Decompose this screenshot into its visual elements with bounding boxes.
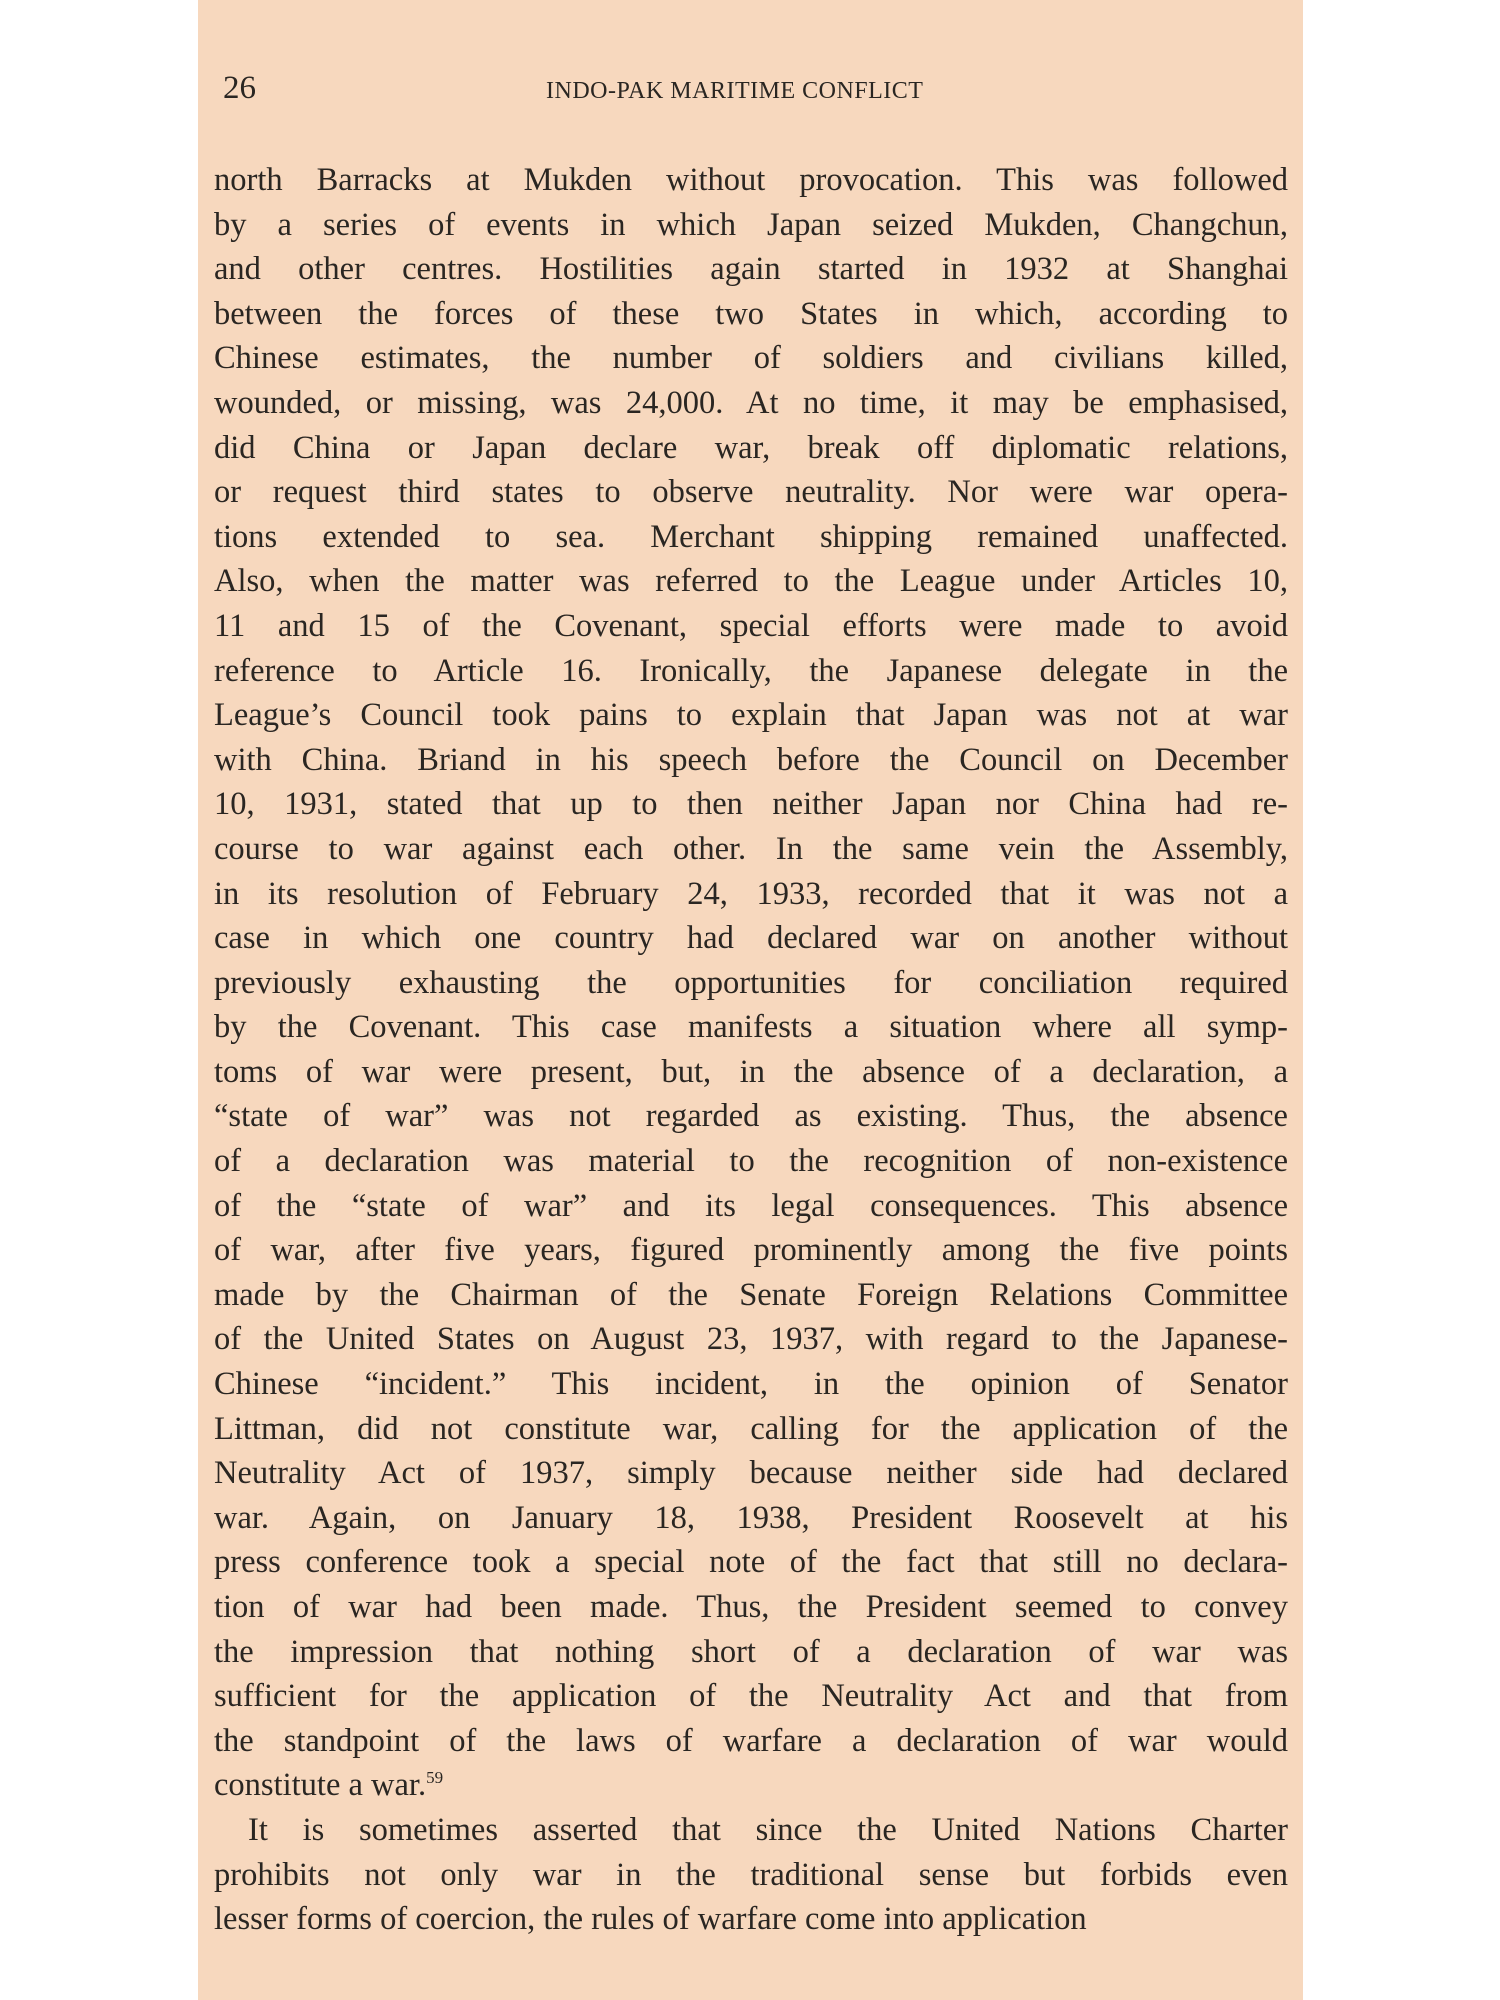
text-line-content: wounded, or missing, was 24,000. At no time, it may be emphasised, [214,384,1288,421]
text-line [214,1763,1288,1808]
text-line-content: of the “state of war” and its legal consequences. This absence [214,1187,1288,1224]
text-line [214,292,1288,337]
text-line-content: north Barracks at Mukden without provocation. This was followed [214,162,1288,198]
text-line-content: sufficient for the application of the Neutrality Act and that from [214,1678,1288,1715]
text-line [214,336,1288,381]
text-line-content: Neutrality Act of 1937, simply because neither side had declared [214,1455,1288,1492]
text-line [214,738,1288,783]
text-line [214,247,1288,292]
book-page [198,0,1303,2000]
text-line [214,782,1288,827]
text-line-content: course to war against each other. In the same vein the Assembly, [214,830,1288,867]
text-line-content: 10, 1931, stated that up to then neither Japan nor China had re- [214,786,1288,823]
text-line-content: Littman, did not constitute war, calling for the application of the [214,1410,1288,1447]
text-line-content: by the Covenant. This case manifests a situation where all symp- [214,1009,1288,1046]
body-text [214,158,1288,1942]
running-head [198,66,1303,110]
text-line-content: toms of war were present, but, in the absence of a declaration, a [214,1053,1288,1090]
text-line-content: did China or Japan declare war, break off diplomatic relations, [214,429,1288,466]
text-line [214,961,1288,1006]
text-line-content: 11 and 15 of the Covenant, special efforts were made to avoid [214,607,1288,644]
text-line [214,158,1288,203]
text-line-content: in its resolution of February 24, 1933, recorded that it was not a [214,875,1288,912]
text-line-content: Chinese “incident.” This incident, in the opinion of Senator [214,1366,1288,1403]
page-number: 26 [223,70,256,106]
text-line-content: prohibits not only war in the traditional sense but forbids even [214,1856,1288,1893]
text-line [214,1050,1288,1095]
text-line [214,827,1288,872]
text-line-content: war. Again, on January 18, 1938, President Roosevelt at his [214,1499,1288,1536]
text-line-content: Chinese estimates, the number of soldiers and civilians killed, [214,340,1288,377]
text-line [214,1273,1288,1318]
text-line-content: or request third states to observe neutrality. Nor were war opera- [214,474,1288,511]
text-line-content: press conference took a special note of the fact that still no declara- [214,1544,1288,1581]
paragraph [214,1808,1288,1942]
text-line [214,693,1288,738]
running-head-title: INDO-PAK MARITIME CONFLICT [546,78,924,104]
text-line-content: between the forces of these two States in which, according to [214,295,1288,332]
text-line-content: tions extended to sea. Merchant shipping remained unaffected. [214,518,1288,555]
text-line-content: tion of war had been made. Thus, the President seemed to convey [214,1589,1288,1625]
paragraph [214,158,1288,1808]
text-line-content: “state of war” was not regarded as existing. Thus, the absence [214,1098,1288,1135]
text-line-content: of the United States on August 23, 1937, with regard to the Japanese- [214,1321,1288,1358]
text-line [214,559,1288,604]
text-line-content: Also, when the matter was referred to the League under Articles 10, [214,563,1288,600]
text-line [214,1094,1288,1139]
text-line-content: of war, after five years, figured prominently among the five points [214,1232,1288,1269]
text-line-content: League’s Council took pains to explain that Japan was not at war [214,697,1288,734]
text-line [214,1139,1288,1184]
footnote-reference: 59 [426,1768,444,1788]
text-line [214,1228,1288,1273]
text-line [214,515,1288,560]
text-line-content: by a series of events in which Japan seized Mukden, Changchun, [214,206,1288,243]
text-line [214,1585,1288,1630]
text-line [214,1184,1288,1229]
text-line [214,1630,1288,1675]
text-line-content: It is sometimes asserted that since the United Nations Charter [248,1811,1288,1848]
text-line-content: lesser forms of coercion, the rules of warfare come into application [214,1901,1087,1938]
text-line [214,916,1288,961]
text-line [214,1540,1288,1585]
text-line [214,1407,1288,1452]
text-line-content: reference to Article 16. Ironically, the Japanese delegate in the [214,652,1288,689]
text-line-content: with China. Briand in his speech before the Council on December [214,741,1288,778]
text-line [214,1897,1288,1942]
text-line-content: constitute a war. [214,1767,427,1804]
text-line [214,426,1288,471]
text-line [214,604,1288,649]
text-line [214,203,1288,248]
text-line [214,1496,1288,1541]
text-line-content: of a declaration was material to the recognition of non-existence [214,1143,1288,1180]
text-line [214,1451,1288,1496]
text-line-content: and other centres. Hostilities again started in 1932 at Shanghai [214,251,1288,288]
text-line [214,1853,1288,1898]
text-line-content: the impression that nothing short of a declaration of war was [214,1633,1288,1670]
text-line [214,1674,1288,1719]
text-line [214,1362,1288,1407]
text-line [214,381,1288,426]
text-line [214,1005,1288,1050]
text-line-content: the standpoint of the laws of warfare a declaration of war would [214,1722,1288,1759]
text-line [214,1317,1288,1362]
text-line [214,649,1288,694]
text-line-content: made by the Chairman of the Senate Foreign Relations Committee [214,1276,1288,1313]
text-line [214,1719,1288,1764]
text-line-content: case in which one country had declared war on another without [214,920,1288,957]
text-line-content: previously exhausting the opportunities for conciliation required [214,964,1288,1001]
text-line [214,872,1288,917]
text-line [214,470,1288,515]
text-line [214,1808,1288,1853]
